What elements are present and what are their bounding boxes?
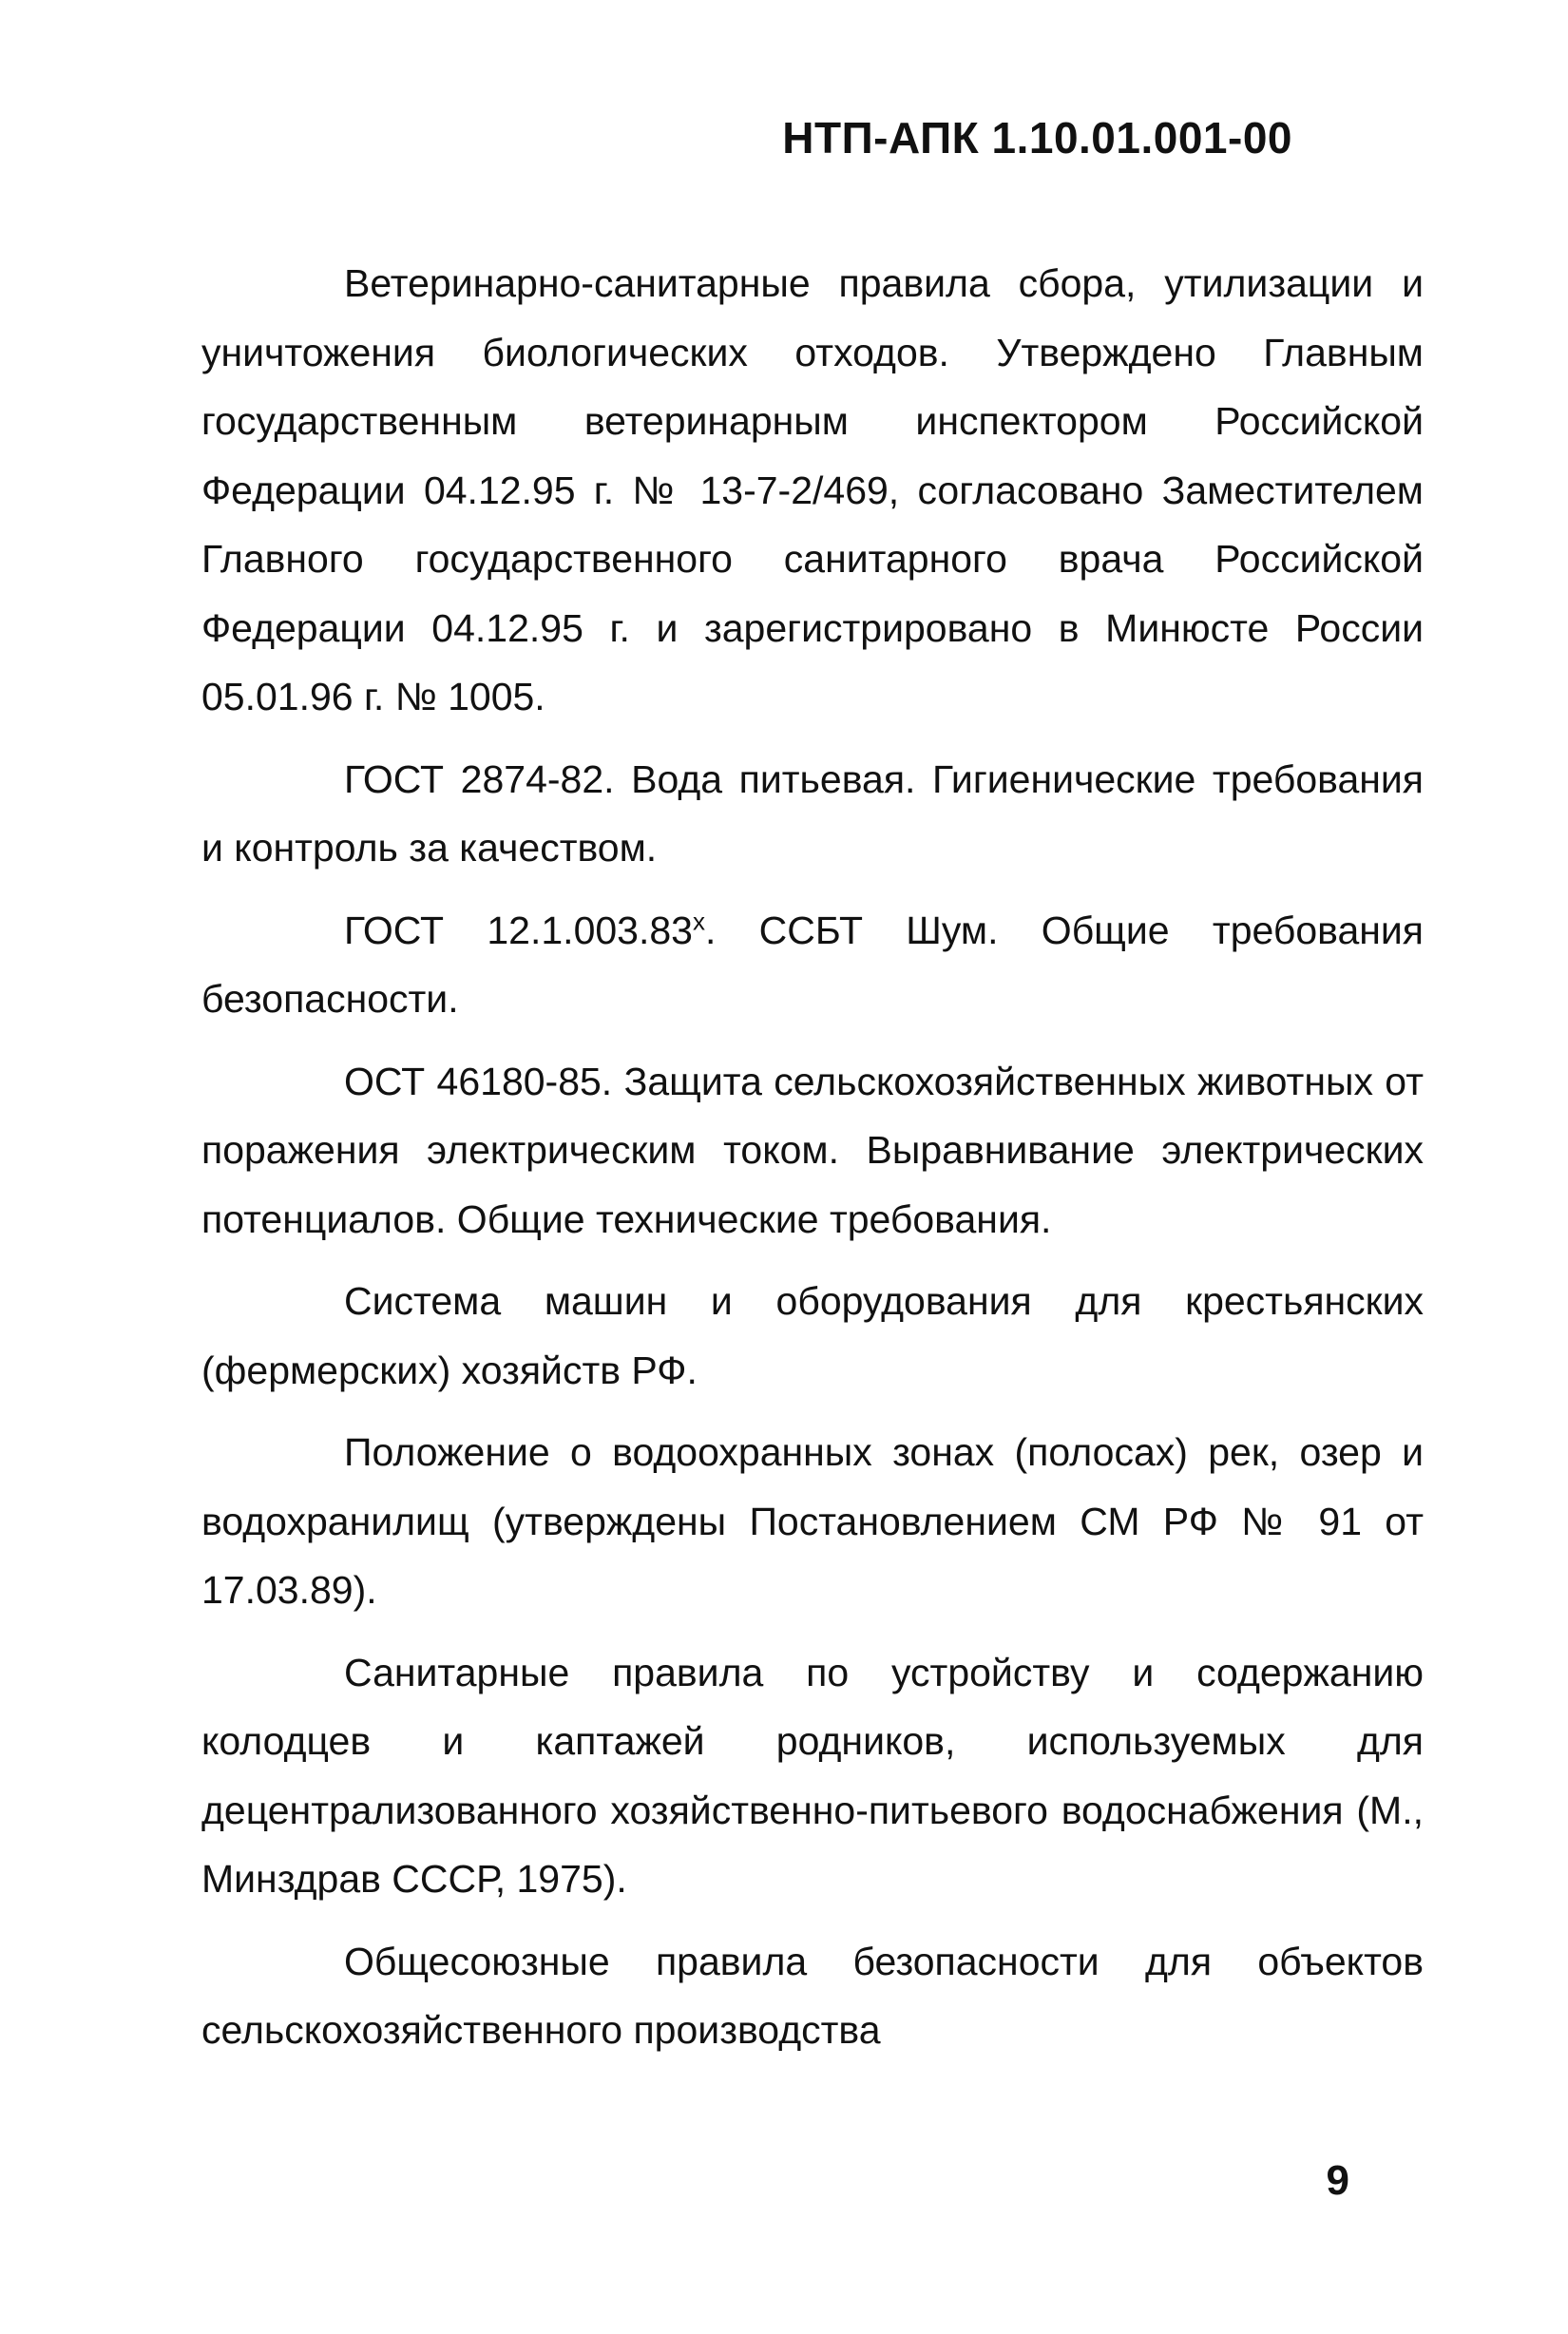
reference-item	[201, 896, 1424, 1034]
reference-text: . ССБТ Шум. Общие требования безопасности.	[201, 908, 1424, 1021]
reference-text: ГОСТ 12.1.003.83	[344, 908, 693, 952]
reference-item: ГОСТ 2874-82. Вода питьевая. Гигиенические требования и контроль за качеством.	[201, 756, 1424, 870]
reference-item: Ветеринарно-санитарные правила сбора, утилизации и уничтожения биологических отходов. Утверждено Главным государственным ветеринарным инспектором Российской Федерации 04.12.95 г. № 13-7-2/469, согласовано Заместителем Главного государственного санитарного врача Российской Федерации 04.12.95 г. и зарегистрировано в Минюсте России 05.01.96 г. № 1005.	[201, 261, 1424, 718]
reference-superscript: x	[692, 906, 705, 935]
document-code-header: НТП-АПК 1.10.01.001-00	[782, 113, 1292, 163]
page-number: 9	[1326, 2157, 1349, 2204]
references-list	[201, 249, 1424, 2078]
reference-item: Общесоюзные правила безопасности для объектов сельскохозяйственного производства	[201, 1939, 1424, 2052]
reference-item: Система машин и оборудования для крестьянских (фермерских) хозяйств РФ.	[201, 1279, 1424, 1392]
reference-item: Санитарные правила по устройству и содержанию колодцев и каптажей родников, используемых для децентрализованного хозяйственно-питьевого водоснабжения (М., Минздрав СССР, 1975).	[201, 1650, 1424, 1901]
reference-item: ОСТ 46180-85. Защита сельскохозяйственных животных от поражения электрическим током. Выравнивание электрических потенциалов. Общие технические требования.	[201, 1059, 1424, 1241]
reference-item: Положение о водоохранных зонах (полосах) рек, озер и водохранилищ (утверждены Постановлением СМ РФ № 91 от 17.03.89).	[201, 1430, 1424, 1612]
